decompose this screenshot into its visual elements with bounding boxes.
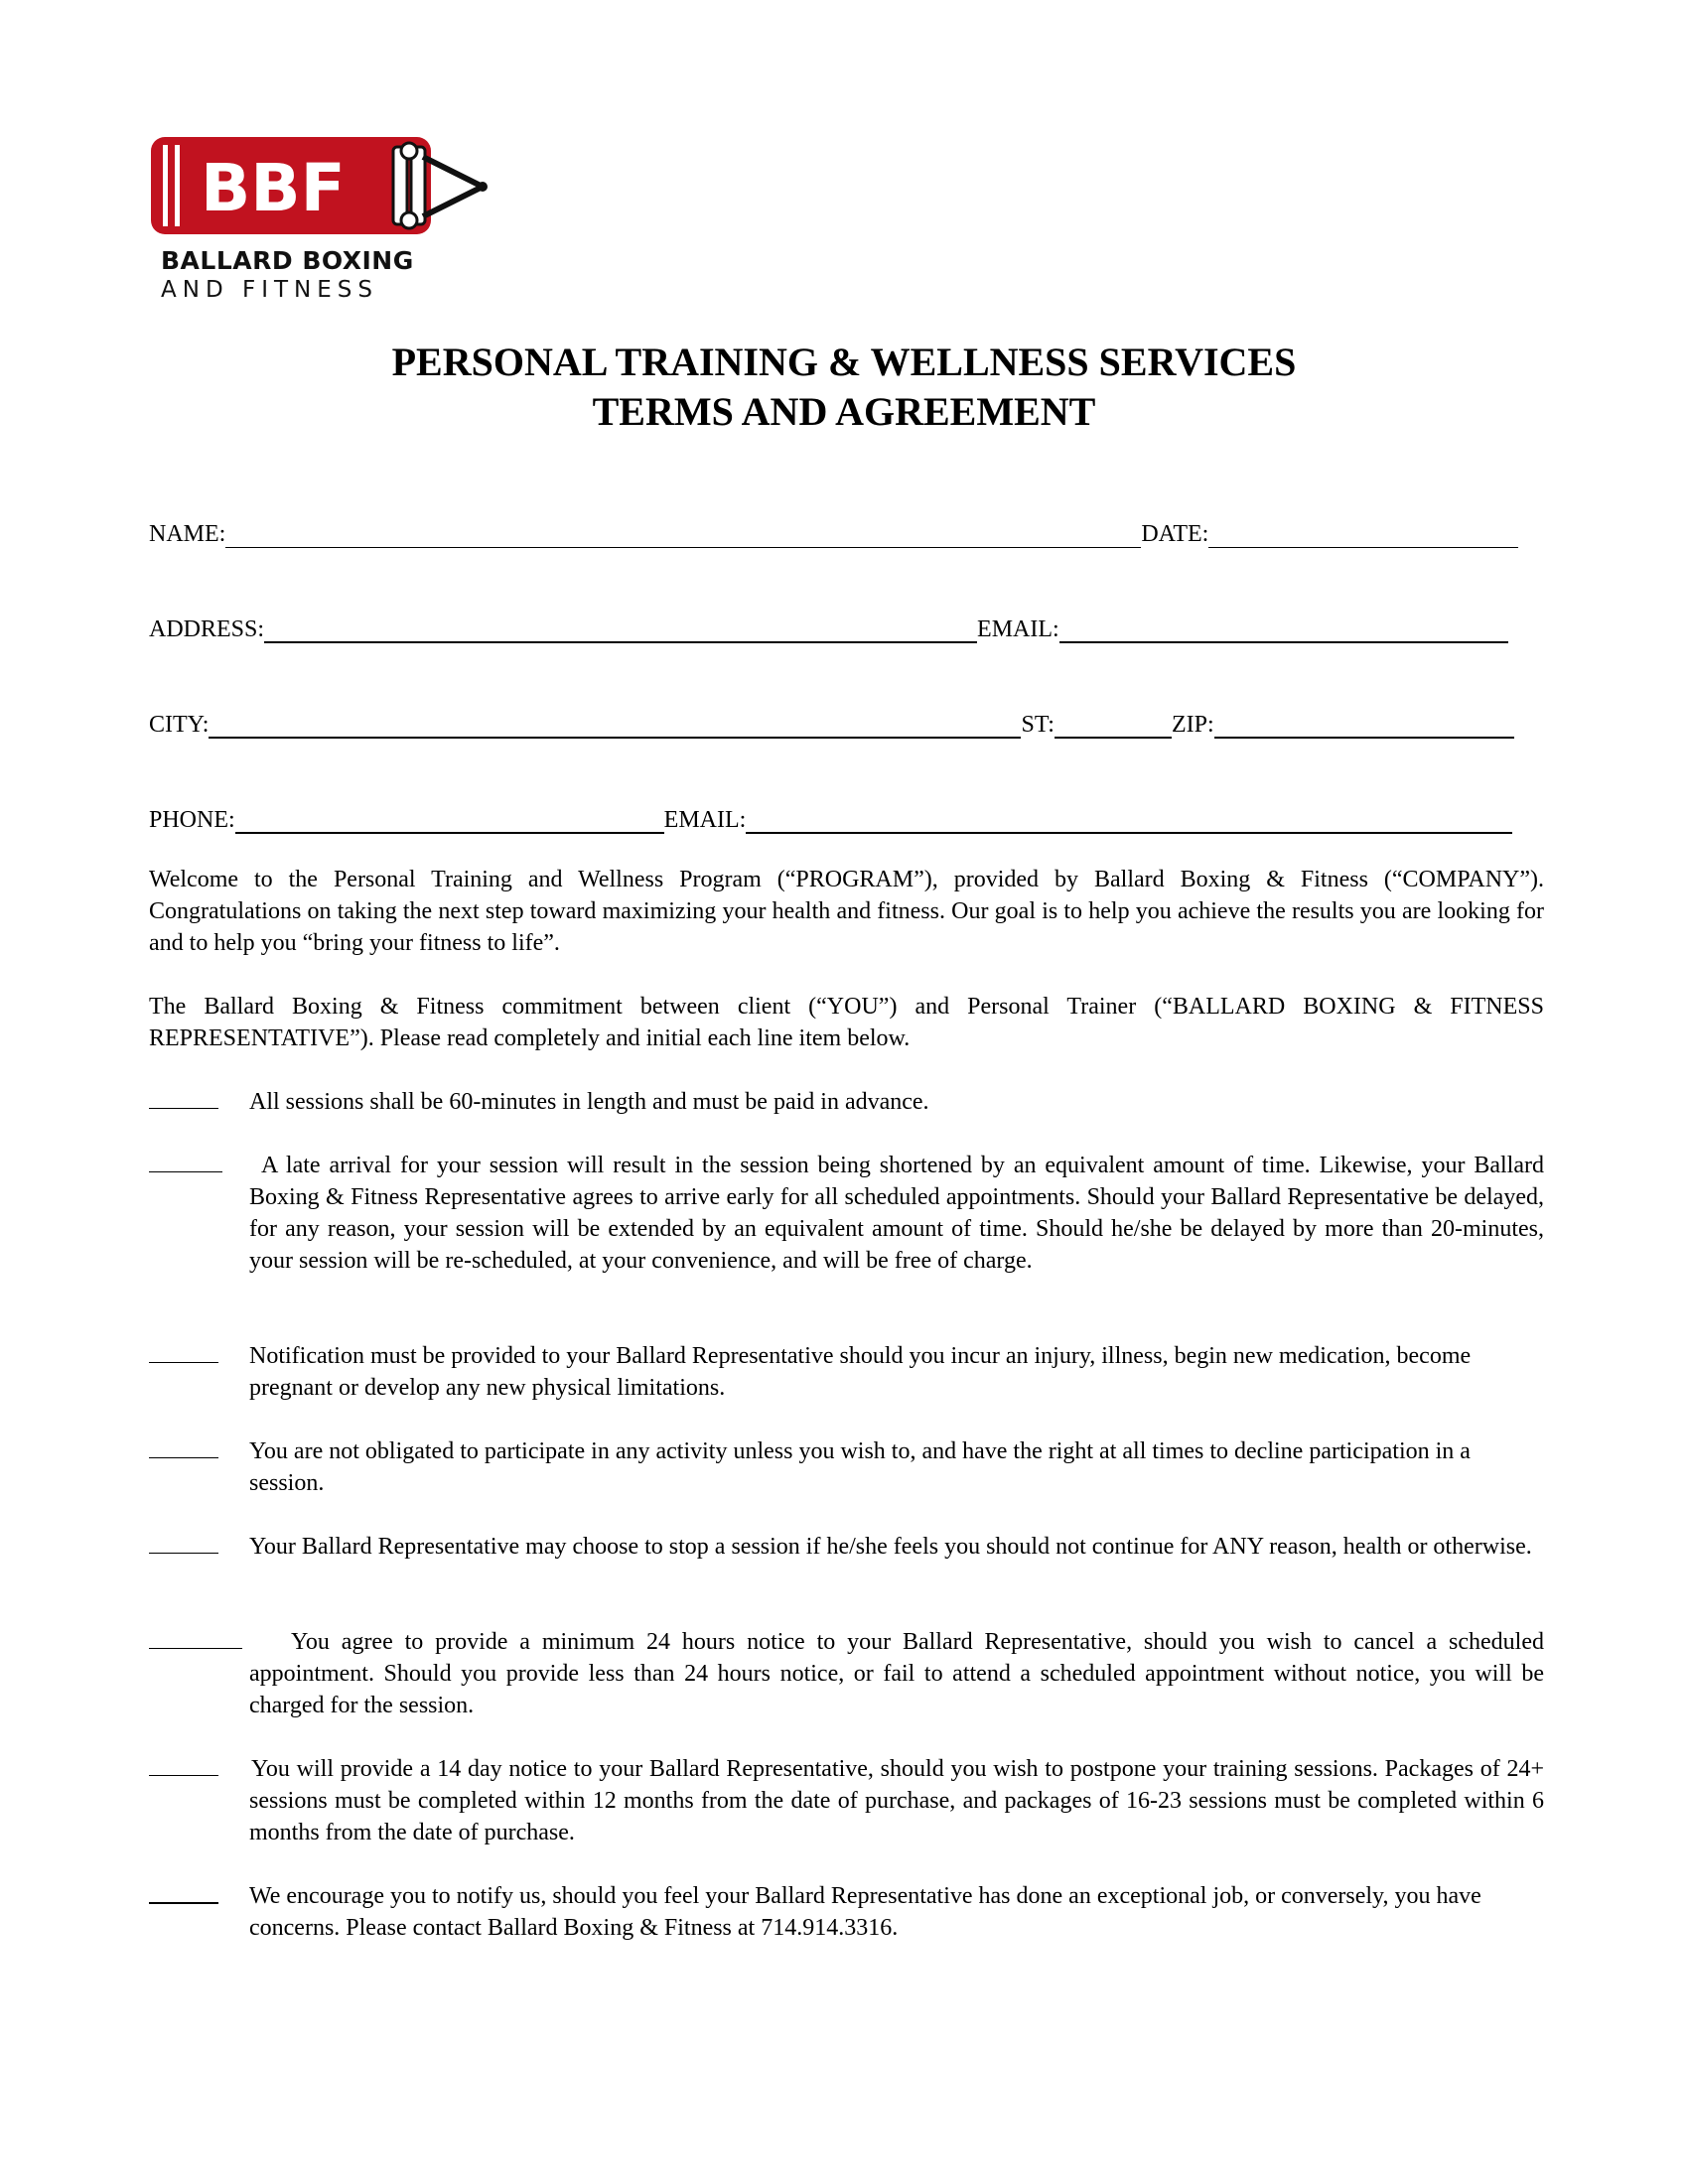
logo-mark-text: BBF bbox=[201, 150, 346, 226]
st-field[interactable] bbox=[1055, 709, 1172, 739]
initial-blank[interactable] bbox=[149, 1648, 242, 1649]
terms-item bbox=[149, 1753, 1544, 1848]
terms-item-text: A late arrival for your session will result in the session being shortened by an equivalent amount of time. Likewise, your Ballard Boxing & Fitness Representative agrees to arrive early for all scheduled appointments. Should your Ballard Representative be delayed, for any reason, your session will be extended by an equivalent amount of time. Should he/she be delayed by more than 20-minutes, your session will be re-scheduled, at your convenience, and will be free of charge. bbox=[249, 1153, 1544, 1274]
initial-blank[interactable] bbox=[149, 1171, 222, 1172]
email-label: EMAIL: bbox=[977, 616, 1059, 642]
initial-blank[interactable] bbox=[149, 1553, 218, 1554]
st-label: ST: bbox=[1021, 712, 1055, 738]
terms-item bbox=[149, 1086, 1544, 1118]
initial-blank[interactable] bbox=[149, 1457, 218, 1458]
form-row-phone-email bbox=[149, 800, 1544, 834]
document-title: PERSONAL TRAINING & WELLNESS SERVICES bbox=[391, 340, 1297, 384]
initial-blank[interactable] bbox=[149, 1775, 218, 1776]
logo-mark bbox=[149, 135, 496, 244]
name-field[interactable] bbox=[225, 519, 1141, 548]
date-label: DATE: bbox=[1141, 521, 1209, 547]
terms-item-text: Notification must be provided to your Ballard Representative should you incur an injury, illness, begin new medication, become pregnant or develop any new physical limitations. bbox=[249, 1343, 1472, 1401]
company-logo bbox=[149, 135, 496, 304]
zip-label: ZIP: bbox=[1171, 712, 1214, 738]
terms-item-text: You agree to provide a minimum 24 hours notice to your Ballard Representative, should you wish to cancel a scheduled appointment. Should you provide less than 24 hours notice, or fail to attend a scheduled appointment without notice, you will be charged for the session. bbox=[249, 1629, 1544, 1718]
name-label: NAME: bbox=[149, 521, 226, 547]
terms-item bbox=[149, 1880, 1544, 1944]
terms-item-text: We encourage you to notify us, should you feel your Ballard Representative has done an exceptional job, or conversely, you have concerns. Please contact Ballard Boxing & Fitness at 714.914.3316. bbox=[249, 1883, 1481, 1941]
terms-item bbox=[149, 1340, 1544, 1404]
initial-blank[interactable] bbox=[149, 1108, 218, 1109]
terms-item-text: You are not obligated to participate in any activity unless you wish to, and have the right at all times to decline participation in a session. bbox=[249, 1438, 1471, 1496]
phone-label: PHONE: bbox=[149, 807, 235, 833]
email2-label: EMAIL: bbox=[663, 807, 747, 833]
logo-company-name: BALLARD BOXING bbox=[161, 246, 414, 275]
terms-item bbox=[149, 1531, 1544, 1563]
phone-field[interactable] bbox=[235, 804, 664, 834]
terms-item-text: Your Ballard Representative may choose to stop a session if he/she feels you should not continue for ANY reason, health or otherwise. bbox=[249, 1534, 1532, 1560]
document-subtitle: TERMS AND AGREEMENT bbox=[592, 389, 1096, 434]
terms-item bbox=[149, 1626, 1544, 1721]
address-label: ADDRESS: bbox=[149, 616, 265, 642]
email2-field[interactable] bbox=[746, 804, 1512, 834]
terms-item-text: All sessions shall be 60-minutes in length and must be paid in advance. bbox=[249, 1089, 929, 1115]
welcome-paragraph: Welcome to the Personal Training and Wellness Program (“PROGRAM”), provided by Ballard Boxing & Fitness (“COMPANY”). Congratulations on taking the next step toward maximizing your health and fitness. Our goal is to help you achieve the results you are looking for and to help you “bring your fitness to life”. bbox=[149, 867, 1544, 956]
zip-field[interactable] bbox=[1214, 709, 1514, 739]
address-field[interactable] bbox=[264, 614, 977, 643]
city-label: CITY: bbox=[149, 712, 210, 738]
email-field[interactable] bbox=[1059, 614, 1508, 643]
form-row-address-email bbox=[149, 610, 1544, 643]
initial-blank[interactable] bbox=[149, 1902, 218, 1904]
terms-item bbox=[149, 1150, 1544, 1277]
logo-tagline: AND FITNESS bbox=[161, 277, 378, 303]
form-row-city-st-zip bbox=[149, 705, 1544, 739]
initial-blank[interactable] bbox=[149, 1362, 218, 1363]
terms-item bbox=[149, 1435, 1544, 1499]
city-field[interactable] bbox=[209, 709, 1021, 739]
commitment-paragraph: The Ballard Boxing & Fitness commitment between client (“YOU”) and Personal Trainer (“BALLARD BOXING & FITNESS REPRESENTATIVE”). Please read completely and initial each line item below. bbox=[149, 994, 1544, 1051]
terms-item-text: You will provide a 14 day notice to your Ballard Representative, should you wish to postpone your training sessions. Packages of 24+ sessions must be completed within 12 months from the date of purchase, and packages of 16-23 sessions must be completed within 6 months from the date of purchase. bbox=[249, 1756, 1544, 1845]
form-row-name-date bbox=[149, 514, 1544, 548]
date-field[interactable] bbox=[1208, 519, 1518, 548]
